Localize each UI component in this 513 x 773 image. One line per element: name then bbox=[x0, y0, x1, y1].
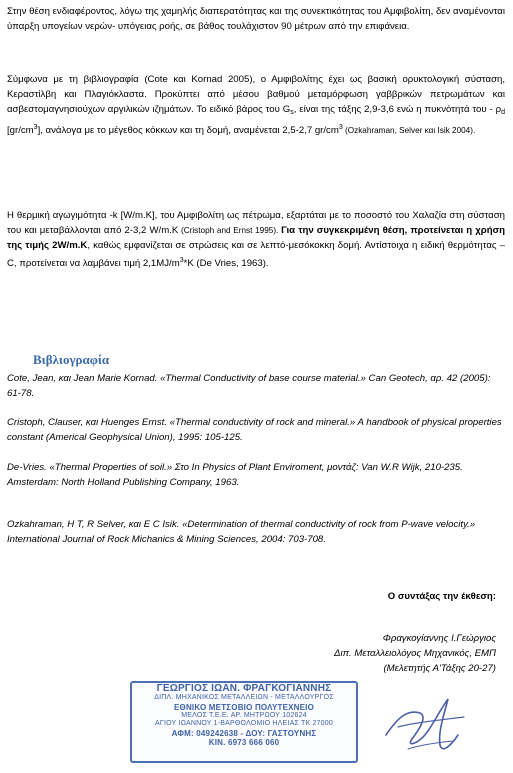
paragraph-groundwater bbox=[7, 4, 505, 34]
paragraph-text: , καθώς εμφανίζεται σε στρώσεις και σε λεπτό-μεσόκοκκη δομή. Αντίστοιχα η ειδική θερμότητας – C, προτείνεται να λαμβάνει τιμή 2,1MJ/m bbox=[7, 240, 505, 269]
paragraph-text: Στην θέση ενδιαφέροντος, λόγω της χαμηλής διαπερατότητας και της συνεκτικότητας του Αμφιβολίτη, δεν αναμένονται ύπαρξη υπογείων νερών- υπόγειας ροής, σε βάθος τουλάχιστον 90 μέτρων από την επιφάνεια. bbox=[7, 6, 505, 32]
paragraph-text: , είναι της τάξης 2,9-3,6 ενώ η πυκνότητά του - ρ bbox=[293, 104, 502, 115]
citation: (Cristoph and Ernst 1995). bbox=[178, 226, 282, 235]
author-role: Διπ. Μεταλλειολόγος Μηχανικός, ΕΜΠ bbox=[334, 648, 496, 659]
paragraph-text: ], ανάλογα με το μέγεθος κόκκων και τη δομή, αναμένεται 2,5-2,7 gr/cm bbox=[37, 125, 339, 136]
signature-heading: Ο συντάξας την έκθεση: bbox=[387, 591, 496, 602]
stamp-line: ΔΙΠΛ. ΜΗΧΑΝΙΚΟΣ ΜΕΤΑΛΛΕΙΩΝ - ΜΕΤΑΛΛΟΥΡΓΟΣ bbox=[154, 694, 334, 701]
paragraph-text: *K (De Vries, 1963). bbox=[183, 258, 269, 269]
stamp-line: ΜΕΛΟΣ Τ.Ε.Ε. ΑΡ. ΜΗΤΡΩΟΥ 102624 bbox=[181, 711, 307, 719]
bibliography-heading: Βιβλιογραφία bbox=[33, 352, 110, 367]
superscript: 3 bbox=[338, 124, 343, 131]
bibliography-ref: Cote, Jean, και Jean Marie Kornad. «Thermal Conductivity of base course material.» Can Geotech, αρ. 42 (2005): 61-78. bbox=[7, 373, 491, 399]
paragraph-text: Σύμφωνα με τη βιβλιογραφία (Cote και Kornad 2005), ο Αμφιβολίτης έχει ως βασική ορυκτολογική σύσταση, Κεραστίλβη και Πλαγιόκλαστα. Προκύπτει από μέσου βαθμού μεταμόρφωση γαββρικών πετρωμάτων και ασβεστομαγνησιούχων αργιλικών ιζημάτων. Το ειδικό βάρος του G bbox=[7, 74, 505, 115]
stamp-line: ΕΘΝΙΚΟ ΜΕΤΣΟΒΙΟ ΠΟΛΥΤΕΧΝΕΙΟ bbox=[173, 702, 315, 712]
paragraph-mineralogy bbox=[7, 72, 505, 138]
stamp-line: ΓΕΩΡΓΙΟΣ ΙΩΑΝ. ΦΡΑΓΚΟΓΙΑΝΝΗΣ bbox=[156, 683, 332, 694]
author-name: Φραγκογίαννης Ι.Γεώργιος bbox=[382, 633, 496, 644]
stamp-line: ΚΙΝ. 6973 666 060 bbox=[208, 737, 280, 747]
bibliography-ref: Ozkahraman, H T, R Selver, και E C Isik. «Determination of thermal conductivity of rock from P-wave velocity.» International Journal of Rock Michanics & Mining Sciences, 2004: 703-708. bbox=[7, 519, 476, 545]
superscript: 3 bbox=[179, 257, 184, 264]
bibliography-ref: Cristoph, Clauser, και Huenges Ernst. «Thermal conductivity of rock and mineral.» A handbook of physical properties constant (Americal Geophysical Union), 1995: 105-125. bbox=[7, 417, 502, 443]
handwritten-signature bbox=[378, 687, 468, 763]
author-classification: (Μελετητής Α'Τάξης 20-27) bbox=[383, 663, 496, 674]
bibliography-ref: De-Vries. «Thermal Properties of soil.» Στο In Physics of Plant Enviroment, μοντάζ: Van W.R Wijk, 210-235. Amsterdam: North Holland Publishing Company, 1963. bbox=[7, 462, 463, 488]
paragraph-text: [gr/cm bbox=[7, 125, 34, 136]
bold-recommendation: Για την συγκεκριμένη θέση, προτείνεται η χρήση της τιμής 2W/m.K bbox=[7, 225, 505, 251]
engineer-stamp bbox=[130, 681, 358, 763]
paragraph-text: Η θερμική αγωγιμότητα -k [W/m.K], του Αμφιβολίτη ως πέτρωμα, εξαρτάται με το ποσοστό του Χαλαζία στη σύσταση του και μεταβάλλονται από 2-3,2 W/m.K bbox=[7, 210, 505, 236]
stamp-line: ΑΓΙΟΥ ΙΩΑΝΝΟΥ 1-ΒΑΡΘΟΛΟΜΙΟ ΗΛΕΙΑΣ ΤΚ 27000 bbox=[155, 720, 333, 728]
paragraph-thermal-conductivity bbox=[7, 208, 505, 271]
subscript: d bbox=[501, 109, 505, 116]
superscript: 3 bbox=[33, 124, 38, 131]
citation: (Ozkahraman, Selver και Isik 2004). bbox=[342, 126, 476, 135]
subscript: s bbox=[290, 109, 294, 116]
stamp-line: ΑΦΜ: 049242638 - ΔΟΥ: ΓΑΣΤΟΥΝΗΣ bbox=[171, 728, 317, 738]
